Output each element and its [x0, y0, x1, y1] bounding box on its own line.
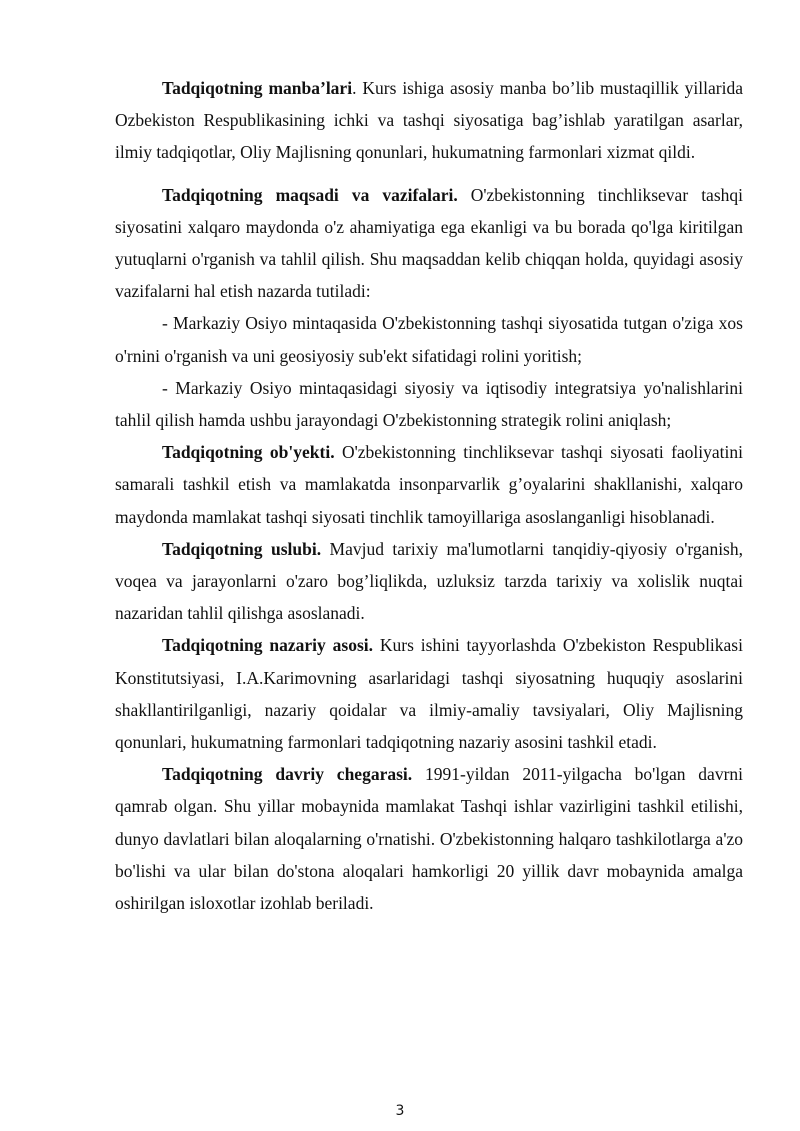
paragraph-heading: Tadqiqotning maqsadi va vazifalari.: [162, 184, 458, 205]
paragraph-text: Mavjud tarixiy ma'lumotlarni tanqidiy-qiyosiy o'rganish, voqea va jarayonlarni o'zaro bog’liqlikda, uzluksiz tarzda tarixiy va xolislik nuqtai nazaridan tahlil qilishga asoslanadi.: [115, 538, 743, 624]
paragraph-heading: Tadqiqotning ob'yekti.: [162, 442, 335, 463]
paragraph-sources: [115, 72, 743, 169]
paragraph-text: O'zbekistonning tinchliksevar tashqi siyosati faoliyatini samarali tashkil etish va mamlakatda insonparvarlik g’oyalarini shakllanishi, xalqaro maydonda mamlakat tashqi siyosati tinchlik tamoyillariga asoslanganligi hisoblanadi.: [115, 442, 743, 527]
page-number: 3: [395, 1103, 405, 1119]
list-item-text: - Markaziy Osiyo mintaqasida O'zbekistonning tashqi siyosatida tutgan o'ziga xos o'rnini o'rganish va uni geosiyosiy sub'ekt sifatidagi rolini yoritish;: [115, 313, 743, 366]
paragraph-theory: [115, 629, 743, 758]
paragraph-text: O'zbekistonning tinchliksevar tashqi siyosatini xalqaro maydonda o'z ahamiyatiga ega ekanligi va bu borada qo'lga kiritilgan yutuqlarni o'rganish va tahlil qilish. Shu maqsaddan kelib chiqqan holda, quyidagi asosiy vazifalarni hal etish nazarda tutiladi:: [115, 184, 743, 302]
paragraph-heading: Tadqiqotning davriy chegarasi.: [162, 764, 413, 785]
list-item-text: - Markaziy Osiyo mintaqasidagi siyosiy va iqtisodiy integratsiya yo'nalishlarini tahlil qilish hamda ushbu jarayondagi O'zbekistonning strategik rolini aniqlash;: [115, 377, 743, 431]
paragraph-period: [115, 758, 743, 919]
paragraph-goals: [115, 179, 743, 308]
list-item-task-2: [115, 372, 743, 436]
paragraph-heading: Tadqiqotning nazariy asosi.: [162, 635, 374, 656]
paragraph-text: . Kurs ishiga asosiy manba bo’lib mustaqillik yillarida Ozbekiston Respublikasining ichki va tashqi siyosatiga bag’ishlab yaratilgan asarlar, ilmiy tadqiqotlar, Oliy Majlisning qonunlari, hukumatning farmonlari xizmat qildi.: [115, 78, 743, 163]
paragraph-text: Kurs ishini tayyorlashda O'zbekiston Respublikasi Konstitutsiyasi, I.A.Karimovning asarlaridagi tashqi siyosatning huquqiy asoslarini shakllantirilganligi, nazariy qoidalar va ilmiy-amaliy tavsiyalari, Oliy Majlisning qonunlari, hukumatning farmonlari tadqiqotning nazariy asosini tashkil etadi.: [115, 635, 743, 753]
paragraph-heading: Tadqiqotning manba’lari: [162, 78, 353, 98]
list-item-task-1: [115, 307, 743, 371]
paragraph-object: [115, 436, 743, 533]
paragraph-text: 1991-yildan 2011-yilgacha bo'lgan davrni qamrab olgan. Shu yillar mobaynida mamlakat Tashqi ishlar vazirligini tashkil etilishi, dunyo davlatlari bilan aloqalarning o'rnatishi. O'zbekistonning halqaro tashkilotlarga a'zo bo'lishi va ular bilan do'stona aloqalari hamkorligi 20 yillik davr mobaynida amalga oshirilgan isloxotlar izohlab beriladi.: [115, 764, 744, 914]
document-body: [115, 72, 743, 919]
paragraph-method: [115, 533, 743, 630]
paragraph-heading: Tadqiqotning uslubi.: [162, 538, 322, 559]
